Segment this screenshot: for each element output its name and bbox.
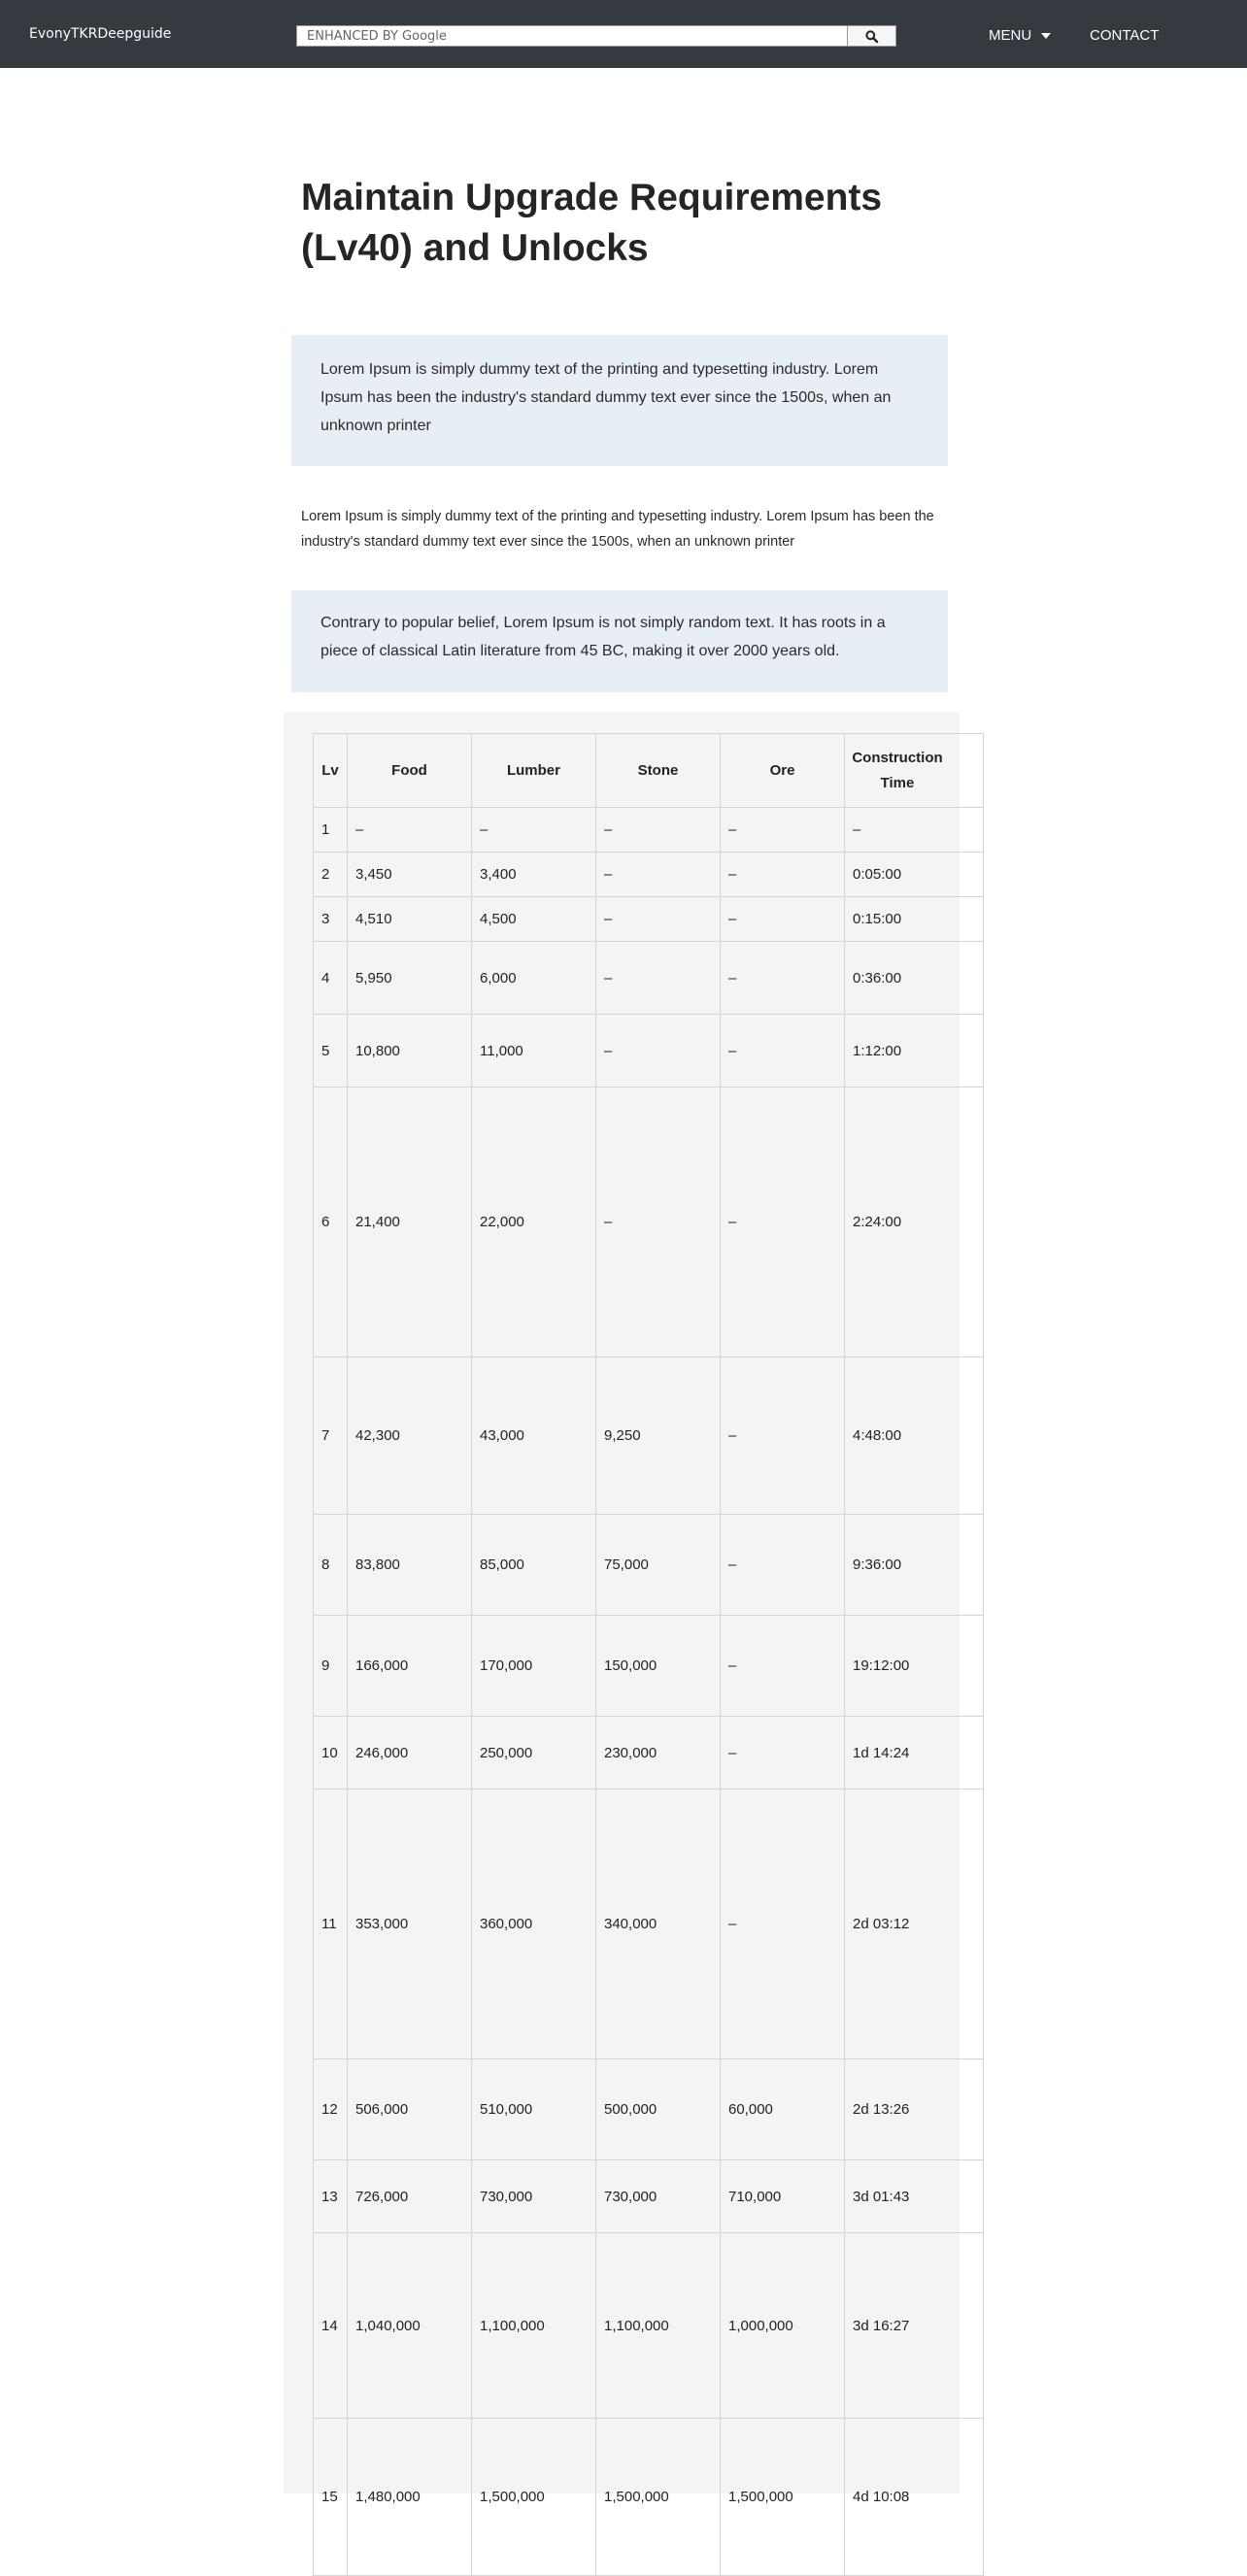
cell-stone: 340,000 (596, 1790, 721, 2059)
cell-time: 9:36:00 (845, 1515, 984, 1616)
cell-time: 0:15:00 (845, 897, 984, 942)
cell-stone: – (596, 808, 721, 853)
cell-ore: 60,000 (721, 2059, 845, 2160)
cell-lumber: 43,000 (472, 1357, 596, 1515)
cell-food: 166,000 (348, 1616, 472, 1717)
cell-ore: – (721, 1717, 845, 1790)
cell-lv: 9 (314, 1616, 348, 1717)
cell-lumber: 730,000 (472, 2160, 596, 2233)
table-header-row (314, 734, 984, 808)
cell-lv: 6 (314, 1087, 348, 1357)
cell-ore: 710,000 (721, 2160, 845, 2233)
cell-lv: 5 (314, 1015, 348, 1087)
cell-ore: 1,500,000 (721, 2419, 845, 2576)
cell-food: – (348, 808, 472, 853)
cell-lumber: 1,100,000 (472, 2233, 596, 2419)
cell-time: 2d 03:12 (845, 1790, 984, 2059)
table-row (314, 1515, 984, 1616)
cell-stone: – (596, 897, 721, 942)
cell-ore: 1,000,000 (721, 2233, 845, 2419)
cell-lv: 2 (314, 853, 348, 897)
menu-label: MENU (989, 27, 1032, 44)
cell-lumber: 510,000 (472, 2059, 596, 2160)
cell-time: – (845, 808, 984, 853)
cell-lv: 12 (314, 2059, 348, 2160)
cell-stone: 730,000 (596, 2160, 721, 2233)
table-row (314, 2419, 984, 2576)
cell-stone: – (596, 1087, 721, 1357)
table-row (314, 853, 984, 897)
cell-time: 0:36:00 (845, 942, 984, 1015)
cell-lumber: 3,400 (472, 853, 596, 897)
cell-food: 246,000 (348, 1717, 472, 1790)
cell-lv: 3 (314, 897, 348, 942)
note-callout-text: Contrary to popular belief, Lorem Ipsum is not simply random text. It has roots in a piece of classical Latin literature from 45 BC, making it over 2000 years old. (320, 615, 886, 659)
table-row (314, 2059, 984, 2160)
table-row (314, 1616, 984, 1717)
cell-ore: – (721, 942, 845, 1015)
cell-time: 2d 13:26 (845, 2059, 984, 2160)
cell-lumber: 6,000 (472, 942, 596, 1015)
cell-food: 726,000 (348, 2160, 472, 2233)
header-ore: Ore (721, 734, 845, 808)
cell-time: 4d 10:08 (845, 2419, 984, 2576)
header-lumber: Lumber (472, 734, 596, 808)
cell-time: 4:48:00 (845, 1357, 984, 1515)
cell-time: 19:12:00 (845, 1616, 984, 1717)
table-row (314, 1790, 984, 2059)
intro-callout-text: Lorem Ipsum is simply dummy text of the printing and typesetting industry. Lorem Ipsum has been the industry's standard dummy text ever since the 1500s, when an unknown printer (320, 361, 892, 434)
cell-stone: 500,000 (596, 2059, 721, 2160)
cell-time: 3d 16:27 (845, 2233, 984, 2419)
requirements-table (313, 733, 984, 2576)
cell-lv: 8 (314, 1515, 348, 1616)
cell-lv: 15 (314, 2419, 348, 2576)
search-form (296, 25, 896, 47)
cell-time: 1d 14:24 (845, 1717, 984, 1790)
table-row (314, 1087, 984, 1357)
cell-stone: 1,500,000 (596, 2419, 721, 2576)
table-row (314, 1717, 984, 1790)
cell-lv: 13 (314, 2160, 348, 2233)
brand-link[interactable]: EvonyTKRDeepguide (29, 26, 172, 42)
table-scroll-area[interactable] (313, 733, 942, 2576)
search-button[interactable] (847, 25, 896, 47)
cell-stone: 150,000 (596, 1616, 721, 1717)
cell-food: 42,300 (348, 1357, 472, 1515)
cell-ore: – (721, 1790, 845, 2059)
cell-ore: – (721, 897, 845, 942)
cell-lv: 14 (314, 2233, 348, 2419)
cell-ore: – (721, 853, 845, 897)
table-row (314, 2160, 984, 2233)
cell-stone: 75,000 (596, 1515, 721, 1616)
table-row (314, 1015, 984, 1087)
cell-food: 83,800 (348, 1515, 472, 1616)
note-callout (291, 590, 948, 692)
cell-stone: – (596, 853, 721, 897)
cell-lv: 7 (314, 1357, 348, 1515)
cell-lumber: 250,000 (472, 1717, 596, 1790)
cell-food: 3,450 (348, 853, 472, 897)
caret-down-icon (1041, 33, 1051, 39)
cell-stone: – (596, 1015, 721, 1087)
cell-lumber: 4,500 (472, 897, 596, 942)
header-construction-time: Construction Time (845, 734, 984, 808)
search-input[interactable] (296, 25, 859, 47)
cell-stone: 1,100,000 (596, 2233, 721, 2419)
cell-lv: 1 (314, 808, 348, 853)
cell-ore: – (721, 1087, 845, 1357)
cell-food: 1,480,000 (348, 2419, 472, 2576)
cell-food: 1,040,000 (348, 2233, 472, 2419)
cell-food: 5,950 (348, 942, 472, 1015)
cell-lv: 11 (314, 1790, 348, 2059)
cell-food: 506,000 (348, 2059, 472, 2160)
table-row (314, 897, 984, 942)
cell-ore: – (721, 1357, 845, 1515)
cell-ore: – (721, 1616, 845, 1717)
cell-lumber: 170,000 (472, 1616, 596, 1717)
contact-link[interactable]: CONTACT (1090, 27, 1160, 44)
cell-lumber: 85,000 (472, 1515, 596, 1616)
cell-time: 2:24:00 (845, 1087, 984, 1357)
header-food: Food (348, 734, 472, 808)
intro-callout (291, 335, 948, 466)
requirements-table-container (284, 712, 960, 2505)
cell-stone: 9,250 (596, 1357, 721, 1515)
search-icon (865, 30, 878, 43)
cell-stone: 230,000 (596, 1717, 721, 1790)
cell-time: 3d 01:43 (845, 2160, 984, 2233)
body-paragraph: Lorem Ipsum is simply dummy text of the printing and typesetting industry. Lorem Ipsum has been the industry's standard dummy text ever since the 1500s, when an unknown printer (301, 509, 934, 550)
cell-food: 21,400 (348, 1087, 472, 1357)
cell-time: 0:05:00 (845, 853, 984, 897)
cell-food: 4,510 (348, 897, 472, 942)
menu-dropdown[interactable] (989, 27, 1051, 44)
cell-lumber: 22,000 (472, 1087, 596, 1357)
table-row (314, 2233, 984, 2419)
cell-time: 1:12:00 (845, 1015, 984, 1087)
page-title: Maintain Upgrade Requirements (Lv40) and Unlocks (301, 177, 883, 269)
cell-stone: – (596, 942, 721, 1015)
table-row (314, 808, 984, 853)
cell-ore: – (721, 808, 845, 853)
cell-lv: 4 (314, 942, 348, 1015)
cell-food: 10,800 (348, 1015, 472, 1087)
table-row (314, 1357, 984, 1515)
cell-ore: – (721, 1015, 845, 1087)
cell-food: 353,000 (348, 1790, 472, 2059)
cell-ore: – (721, 1515, 845, 1616)
header-stone: Stone (596, 734, 721, 808)
cell-lumber: 1,500,000 (472, 2419, 596, 2576)
cell-lumber: 11,000 (472, 1015, 596, 1087)
top-navbar (0, 0, 1247, 68)
cell-lv: 10 (314, 1717, 348, 1790)
table-row (314, 942, 984, 1015)
cell-lumber: – (472, 808, 596, 853)
cell-lumber: 360,000 (472, 1790, 596, 2059)
header-lv: Lv (314, 734, 348, 808)
